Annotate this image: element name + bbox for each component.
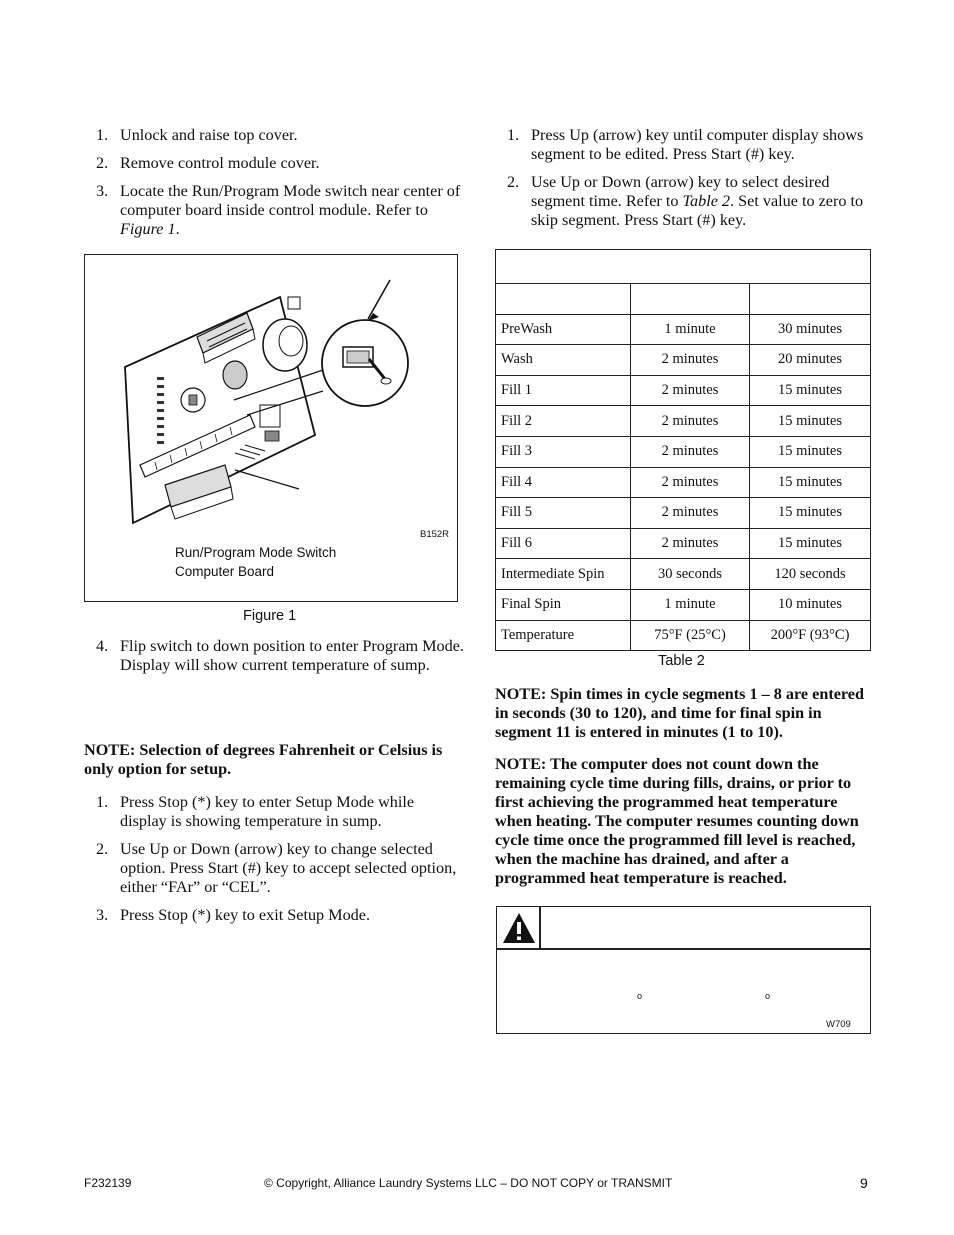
right-steps [495, 126, 873, 239]
table-header-row [496, 284, 871, 315]
figure-1 [84, 254, 458, 602]
list-item: 1. Press Stop (*) key to enter Setup Mode while display is showing temperature in sump. [96, 793, 415, 830]
warning-triangle-icon [501, 911, 537, 945]
left-step-4 [84, 637, 464, 684]
list-item: 1. Unlock and raise top cover. [96, 126, 298, 144]
warning-box [496, 906, 871, 1034]
left-steps-b [84, 793, 464, 934]
table-row: Fill 2 2 minutes 15 minutes [496, 406, 871, 437]
list-item: 4. Flip switch to down position to enter Program Mode. Display will show current temperature of sump. [96, 637, 464, 674]
table-row: Wash 2 minutes 20 minutes [496, 345, 871, 376]
list-item: 2. Remove control module cover. [96, 154, 320, 172]
table-caption: Table 2 [658, 653, 705, 669]
list-item: 2. Use Up or Down (arrow) key to select desired segment time. Refer to Table 2. Set value to zero to skip segment. Press Start (#) key. [507, 173, 864, 229]
figure-label-board: Computer Board [175, 564, 275, 579]
setup-note: NOTE: Selection of degrees Fahrenheit or Celsius is only option for setup. [84, 741, 443, 778]
table-row: Fill 1 2 minutes 15 minutes [496, 375, 871, 406]
table-row: Final Spin 1 minute 10 minutes [496, 589, 871, 620]
table-row: Fill 5 2 minutes 15 minutes [496, 498, 871, 529]
copyright: © Copyright, Alliance Laundry Systems LLC – DO NOT COPY or TRANSMIT [264, 1176, 673, 1190]
list-item: 3. Locate the Run/Program Mode switch near center of computer board inside control module. Refer to Figure 1. [96, 182, 461, 238]
doc-id: F232139 [84, 1176, 132, 1190]
degree-symbol: o [637, 991, 643, 1001]
warning-icon-divider [539, 907, 541, 948]
left-steps-a [84, 126, 464, 248]
spin-time-note: NOTE: Spin times in cycle segments 1 – 8 are entered in seconds (30 to 120), and time for final spin in segment 11 is entered in minutes (1 to 10). [495, 685, 864, 741]
table-row: Intermediate Spin 30 seconds 120 seconds [496, 559, 871, 590]
countdown-note: NOTE: The computer does not count down the remaining cycle time during fills, drains, or prior to first achieving the programmed heat temperature when heating. The computer resumes counting down cycle time once the programmed fill level is reached, when the machine has drained, and after a programmed heat temperature is reached. [495, 755, 859, 887]
figure-label-switch: Run/Program Mode Switch [175, 545, 337, 560]
segment-time-table [495, 249, 871, 651]
figure-caption: Figure 1 [243, 608, 297, 624]
table-row: Fill 6 2 minutes 15 minutes [496, 528, 871, 559]
warning-header-divider [497, 948, 870, 950]
degree-symbol: o [765, 991, 771, 1001]
table-title-row [496, 250, 871, 284]
list-item: 3. Press Stop (*) key to exit Setup Mode. [96, 906, 370, 924]
figure-reference: Figure 1 [120, 220, 176, 238]
table-row: Fill 3 2 minutes 15 minutes [496, 436, 871, 467]
list-item: 1. Press Up (arrow) key until computer display shows segment to be edited. Press Start (#) key. [507, 126, 864, 163]
warning-code: W709 [826, 1019, 851, 1030]
table-row: Temperature 75°F (25°C) 200°F (93°C) [496, 620, 871, 651]
table-row: PreWash 1 minute 30 minutes [496, 314, 871, 345]
list-item: 2. Use Up or Down (arrow) key to change selected option. Press Start (#) key to accept selected option, either “FAr” or “CEL”. [96, 840, 457, 896]
table-reference: Table 2 [682, 192, 731, 210]
page-number: 9 [860, 1175, 868, 1191]
figure-code: B152R [420, 529, 450, 540]
table-row: Fill 4 2 minutes 15 minutes [496, 467, 871, 498]
